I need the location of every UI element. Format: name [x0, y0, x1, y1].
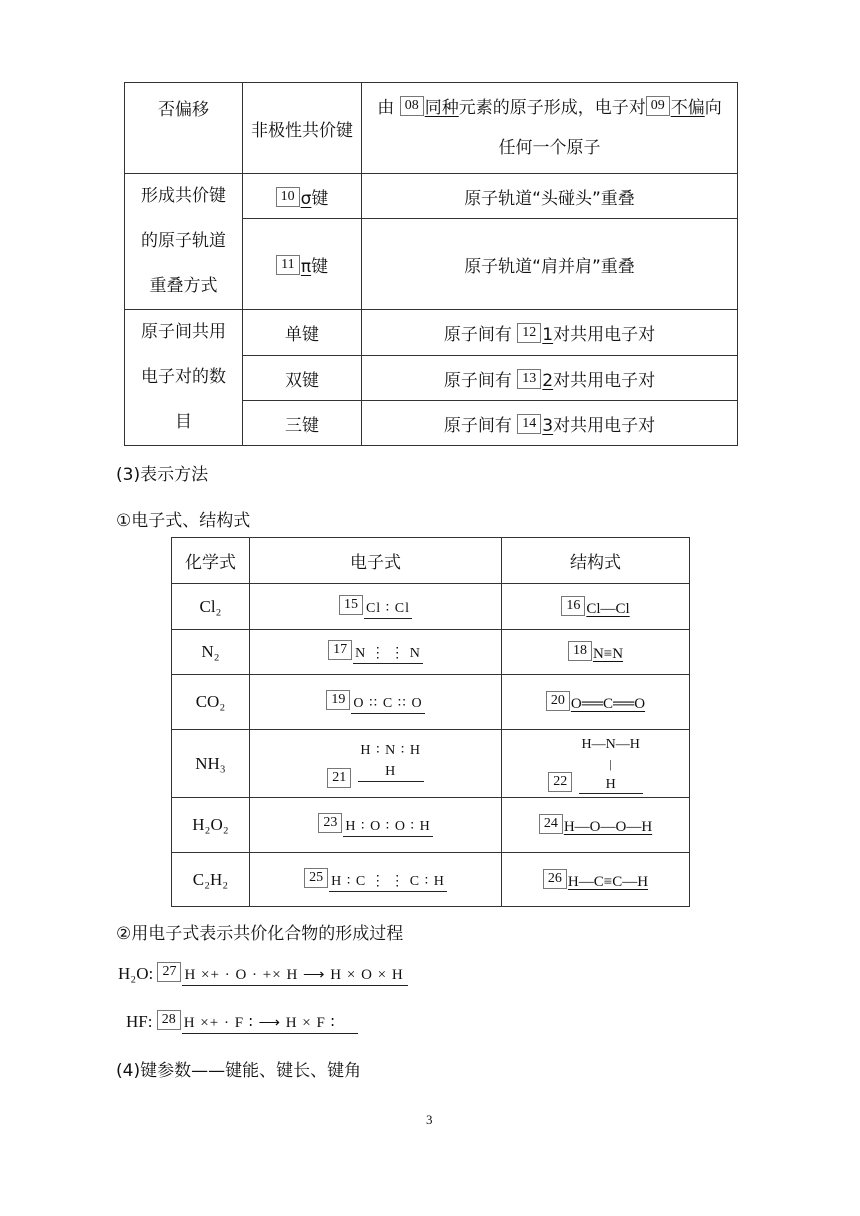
column-header: 化学式 [172, 538, 250, 584]
column-header: 电子式 [250, 538, 502, 584]
table-row [172, 584, 690, 630]
page-number: 3 [426, 1112, 433, 1127]
structure-formula: O══C══O [570, 696, 646, 712]
desc-cell: 原子轨道“肩并肩”重叠 [362, 219, 738, 310]
table-row [172, 675, 690, 730]
answer: 不偏 [670, 98, 705, 118]
type-cell: 双键 [243, 356, 362, 401]
column-header: 结构式 [502, 538, 690, 584]
table-row [172, 730, 690, 798]
blank-number: 10 [276, 187, 300, 207]
blank-number: 12 [517, 323, 541, 343]
blank-number: 27 [157, 962, 181, 982]
table-row [125, 83, 738, 174]
table-row [125, 174, 738, 219]
structure-formula: Cl—Cl [586, 600, 630, 617]
section-heading-process: ②用电子式表示共价化合物的形成过程 [116, 924, 404, 944]
blank-number: 17 [328, 640, 352, 660]
structure-cell [502, 630, 690, 675]
blank-number: 08 [400, 96, 424, 116]
type-cell: 三键 [243, 401, 362, 446]
answer: 同种 [424, 98, 459, 118]
formula-cell: N₂ [172, 630, 250, 675]
category-cell: 形成共价键 的原子轨道 重叠方式 [125, 174, 243, 310]
answer: 3 [542, 415, 554, 436]
answer: 2 [542, 370, 554, 391]
category-cell: 否偏移 [125, 83, 243, 174]
blank-number: 16 [561, 596, 585, 616]
process-label: H₂O: [118, 964, 154, 983]
electron-formula: H ∶ C ⋮ ⋮ C ∶ H [329, 873, 447, 892]
section-heading-params: (4)键参数——键能、键长、键角 [116, 1061, 362, 1081]
blank-number: 13 [517, 369, 541, 389]
blank-number: 23 [318, 813, 342, 833]
process-formula: H ×+ · O · +× H ⟶ H × O × H [182, 965, 408, 986]
answer: σ [300, 188, 312, 209]
table-header-row [172, 538, 690, 584]
blank-number: 24 [539, 814, 563, 834]
table-row [172, 798, 690, 853]
blank-number: 15 [339, 595, 363, 615]
structure-formula: N≡N [592, 646, 624, 662]
blank-number: 25 [304, 868, 328, 888]
electron-formula: H ∶ O ∶ O ∶ H [343, 818, 432, 837]
blank-number: 09 [646, 96, 670, 116]
structure-cell [502, 798, 690, 853]
desc-cell: 原子间有 13 2对共用电子对 [362, 356, 738, 401]
blank-number: 21 [327, 768, 351, 788]
table-row [172, 630, 690, 675]
structure-cell [502, 675, 690, 730]
answer: π [300, 256, 312, 277]
desc-cell: 原子轨道“头碰头”重叠 [362, 174, 738, 219]
desc-cell: 原子间有 12 1对共用电子对 [362, 310, 738, 356]
structure-cell [502, 584, 690, 630]
formula-cell: Cl₂ [172, 584, 250, 630]
type-cell: 10 σ键 [243, 174, 362, 219]
type-cell: 单键 [243, 310, 362, 356]
structure-formula: H—O—O—H [563, 819, 653, 835]
formula-cell: C₂H₂ [172, 853, 250, 907]
structure-cell [502, 853, 690, 907]
answer: 1 [542, 325, 554, 345]
blank-number: 22 [548, 772, 572, 792]
structure-formula: H—C≡C—H [567, 873, 649, 890]
formula-cell: CO₂ [172, 675, 250, 730]
electron-formula: O ∶∶ C ∶∶ O [351, 695, 424, 714]
table-row [172, 853, 690, 907]
section-heading-electron: ①电子式、结构式 [116, 511, 251, 531]
blank-number: 20 [546, 691, 570, 711]
category-cell: 原子间共用 电子对的数 目 [125, 310, 243, 446]
formula-cell: H₂O₂ [172, 798, 250, 853]
blank-number: 28 [157, 1010, 181, 1030]
electron-formula-nh3: H ∶ N ∶ H H [358, 739, 424, 782]
blank-number: 14 [517, 414, 541, 434]
formula-cell: NH₃ [172, 730, 250, 798]
bond-classification-table [124, 82, 738, 446]
type-cell: 11 π键 [243, 219, 362, 310]
table-row [125, 310, 738, 356]
structure-formula-nh3: H—N—H | H [579, 733, 643, 794]
blank-number: 11 [276, 255, 300, 275]
electron-cell [250, 853, 502, 907]
electron-cell [250, 630, 502, 675]
electron-formula: Cl ∶ Cl [364, 600, 412, 619]
electron-formula-table [171, 537, 690, 907]
type-cell: 非极性共价键 [243, 83, 362, 174]
formation-process-hf [126, 1010, 358, 1034]
electron-formula: N ⋮ ⋮ N [353, 645, 423, 664]
desc-cell: 原子间有 14 3对共用电子对 [362, 401, 738, 446]
electron-cell [250, 675, 502, 730]
formation-process-h2o [118, 962, 408, 986]
desc-cell: 由 08 同种元素的原子形成，电子对 09 不偏向 任何一个原子 [362, 83, 738, 174]
structure-cell [502, 730, 690, 798]
electron-cell [250, 798, 502, 853]
blank-number: 18 [568, 641, 592, 661]
process-formula: H ×+ · F ∶ ⟶ H × F ∶ [182, 1013, 358, 1034]
blank-number: 19 [326, 690, 350, 710]
process-label: HF: [126, 1012, 153, 1031]
blank-number: 26 [543, 869, 567, 889]
electron-cell [250, 730, 502, 798]
electron-cell [250, 584, 502, 630]
section-heading-method: (3)表示方法 [116, 465, 209, 485]
